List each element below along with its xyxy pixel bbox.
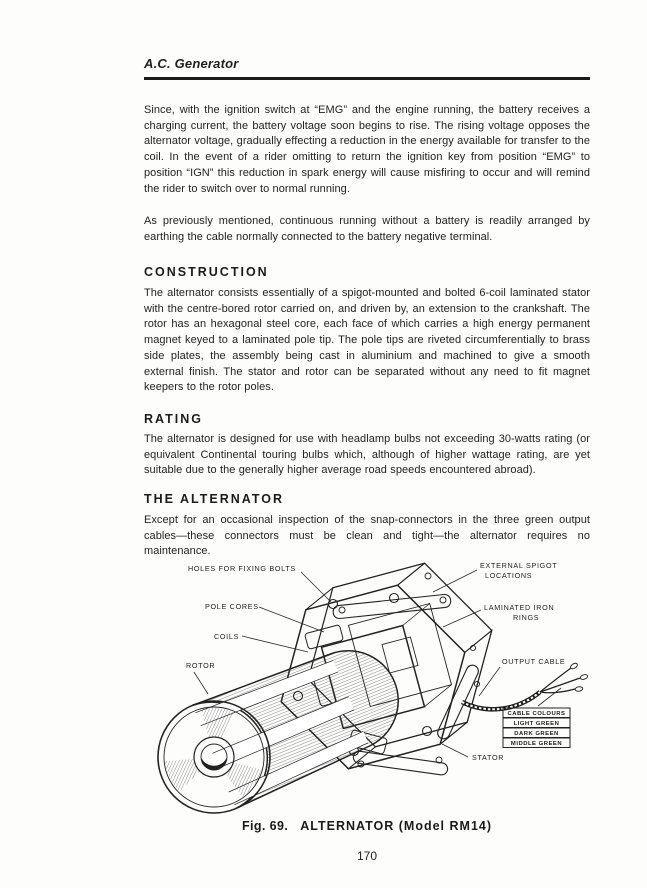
label-laminated-rings: RINGS [513,613,540,622]
running-header: A.C. Generator [144,56,239,71]
heading-construction: CONSTRUCTION [144,265,269,280]
figure-number: Fig. 69. [241,819,289,833]
paragraph-battery-running: As previously mentioned, continuous running without a battery is readily arranged by earthing the cable normally connected to the battery negative terminal. [144,215,590,243]
label-stator: STATOR [472,753,505,762]
label-output-cable: OUTPUT CABLE [502,657,566,666]
label-rotor: ROTOR [186,661,216,670]
paragraph-the-alternator: Except for an occasional inspection of the snap-connectors in the three green output cables—these connectors must be clean and tight—the alternator requires no maintenance. [144,514,590,558]
page-number: 170 [356,849,378,863]
cable-colour-dark-green: DARK GREEN [514,731,559,737]
alternator-figure [128,552,598,837]
header-rule [144,77,590,80]
label-external-spigot: EXTERNAL SPIGOT [480,561,558,570]
label-external-spigot-locations: LOCATIONS [485,571,533,580]
cable-colours-table [503,708,570,748]
paragraph-construction: The alternator consists essentially of a spigot-mounted and bolted 6-coil laminated stator with the centre-bored rotor carried on, and driven by, an extension to the crankshaft. The rotor has an hexagonal steel core, each face of which carries a high energy permanent magnet keyed to a laminated pole tip. The pole tips are riveted circumferentially to brass side plates, the assembly being cast in aluminium and machined to give a smooth external finish. The stator and rotor can be separated without any need to fit magnet keepers to the rotor poles. [144,287,590,394]
label-coils: COILS [214,632,240,641]
cable-colours-header: CABLE COLOURS [507,711,566,717]
cable-colour-middle-green: MIDDLE GREEN [510,741,563,747]
label-laminated-iron: LAMINATED IRON [484,603,555,612]
cable-colour-light-green: LIGHT GREEN [513,721,560,727]
label-pole-cores: POLE CORES [205,602,259,611]
paragraph-ignition-switch: Since, with the ignition switch at “EMG” and the engine running, the battery receives a charging current, the battery voltage soon begins to rise. The rising voltage opposes the alternator voltage, gradually effecting a reduction in the energy available for transfer to the coil. In the event of a rider omitting to return the ignition key from position “EMG” to position “IGN” this reduction in spark energy will cause misfiring to occur and will remind the rider to switch over to normal running. [144,104,590,195]
label-holes-for-fixing-bolts: HOLES FOR FIXING BOLTS [188,564,296,573]
heading-rating: RATING [144,412,203,427]
paragraph-rating: The alternator is designed for use with headlamp bulbs not exceeding 30-watts rating (or equivalent Continental touring bulbs which, although of higher wattage rating, are yet suitable due to the generally higher average road speeds encountered abroad). [144,433,590,477]
figure-title: ALTERNATOR (Model RM14) [300,819,493,833]
heading-the-alternator: THE ALTERNATOR [144,492,285,507]
rotor-drawing [158,651,398,813]
figure-caption [144,819,590,833]
